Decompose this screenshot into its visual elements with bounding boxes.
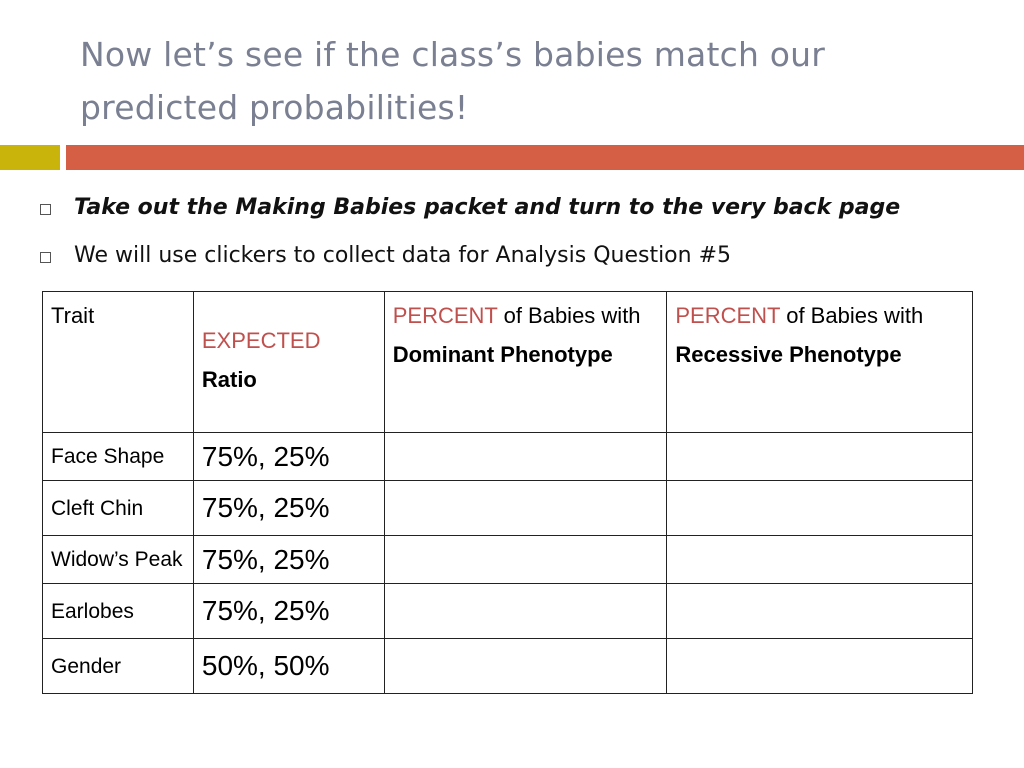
table-row — [43, 433, 973, 481]
header-recessive-phenotype-label: Recessive Phenotype — [675, 342, 902, 367]
dominant-percent-cell — [384, 481, 667, 536]
trait-cell: Earlobes — [43, 584, 194, 639]
trait-cell: Face Shape — [43, 433, 194, 481]
expected-ratio-cell: 75%, 25% — [193, 433, 384, 481]
table-row — [43, 584, 973, 639]
trait-cell: Cleft Chin — [43, 481, 194, 536]
header-dominant-phenotype-label: Dominant Phenotype — [392, 342, 613, 367]
header-dominant-percent — [384, 292, 667, 433]
header-ratio-label: Ratio — [201, 367, 257, 392]
recessive-percent-cell — [667, 481, 973, 536]
header-recessive-percent-label: PERCENT — [675, 303, 781, 328]
header-dominant-percent-label: PERCENT — [392, 303, 498, 328]
table-header-row — [43, 292, 973, 433]
header-dominant-of-label: of Babies with — [497, 303, 641, 328]
expected-ratio-cell: 75%, 25% — [193, 584, 384, 639]
recessive-percent-cell — [667, 584, 973, 639]
dominant-percent-cell — [384, 584, 667, 639]
header-recessive-percent — [667, 292, 973, 433]
recessive-percent-cell — [667, 639, 973, 694]
accent-bar-left — [0, 145, 60, 170]
table-row — [43, 536, 973, 584]
bullet-item — [40, 238, 1000, 286]
bullet-item — [40, 190, 1000, 238]
table-row — [43, 639, 973, 694]
accent-bar-right — [66, 145, 1024, 170]
square-bullet-icon — [40, 204, 51, 215]
bullet-list — [40, 190, 1000, 286]
header-expected-ratio — [193, 292, 384, 433]
slide-title-line-1: Now let’s see if the class’s babies match our — [80, 35, 826, 74]
trait-cell: Gender — [43, 639, 194, 694]
slide-title-line-2: predicted probabilities! — [80, 88, 469, 127]
phenotype-data-table — [42, 291, 973, 694]
bullet-text: Take out the Making Babies packet and turn to the very back page — [74, 195, 901, 220]
header-recessive-of-label: of Babies with — [780, 303, 924, 328]
recessive-percent-cell — [667, 433, 973, 481]
expected-ratio-cell: 75%, 25% — [193, 536, 384, 584]
header-trait: Trait — [43, 292, 194, 433]
dominant-percent-cell — [384, 433, 667, 481]
expected-ratio-cell: 50%, 50% — [193, 639, 384, 694]
dominant-percent-cell — [384, 639, 667, 694]
bullet-text: We will use clickers to collect data for Analysis Question #5 — [74, 243, 732, 268]
dominant-percent-cell — [384, 536, 667, 584]
square-bullet-icon — [40, 252, 51, 263]
slide-title — [80, 28, 980, 134]
expected-ratio-cell: 75%, 25% — [193, 481, 384, 536]
table-row — [43, 481, 973, 536]
trait-cell: Widow’s Peak — [43, 536, 194, 584]
recessive-percent-cell — [667, 536, 973, 584]
header-expected-label: EXPECTED — [201, 328, 321, 353]
